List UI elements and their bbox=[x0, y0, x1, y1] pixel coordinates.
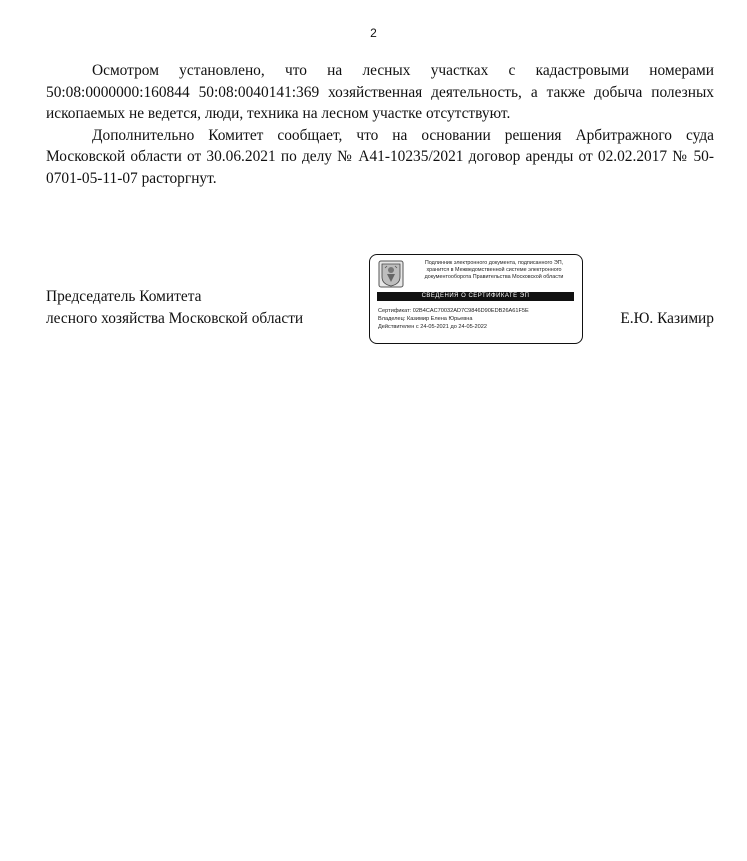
stamp-owner: Владелец: Казимир Елена Юрьевна bbox=[378, 316, 473, 322]
stamp-validity: Действителен с 24-05-2021 до 24-05-2022 bbox=[378, 324, 487, 330]
page-number: 2 bbox=[370, 26, 377, 40]
electronic-signature-stamp bbox=[369, 254, 583, 344]
paragraph-inspection: Осмотром установлено, что на лесных участках с кадастровыми номерами 50:08:0000000:160844 50:08:0040141:369 хозяйственная деятельность, а также добыча полезных ископаемых не ведется, люди, техника на лесном участке отсутствуют. bbox=[46, 62, 714, 122]
signatory-title bbox=[46, 286, 303, 329]
stamp-certificate: Сертификат: 02B4CAC70032AD7C9846D90EDB26A61F5E bbox=[378, 308, 529, 314]
stamp-notice bbox=[410, 260, 578, 282]
signatory-name: Е.Ю. Казимир bbox=[620, 310, 714, 327]
paragraph-court-decision: Дополнительно Комитет сообщает, что на основании решения Арбитражного суда Московской области от 30.06.2021 по делу № А41-10235/2021 договор аренды от 02.02.2017 № 50-0701-05-11-07 расторгнут. bbox=[46, 126, 714, 187]
stamp-notice-line2: хранится в Межведомственной системе электронного bbox=[426, 267, 562, 274]
letter-body bbox=[46, 60, 714, 189]
stamp-header: СВЕДЕНИЯ О СЕРТИФИКАТЕ ЭП bbox=[377, 292, 574, 301]
signature-block bbox=[46, 254, 714, 346]
signatory-title-line2: лесного хозяйства Московской области bbox=[46, 309, 304, 327]
stamp-notice-line3: документооборота Правительства Московской области bbox=[424, 274, 564, 281]
signatory-title-line1: Председатель Комитета bbox=[46, 288, 202, 305]
moscow-region-emblem-icon bbox=[378, 260, 404, 288]
stamp-notice-line1: Подлинник электронного документа, подписанного ЭП, bbox=[424, 260, 564, 266]
